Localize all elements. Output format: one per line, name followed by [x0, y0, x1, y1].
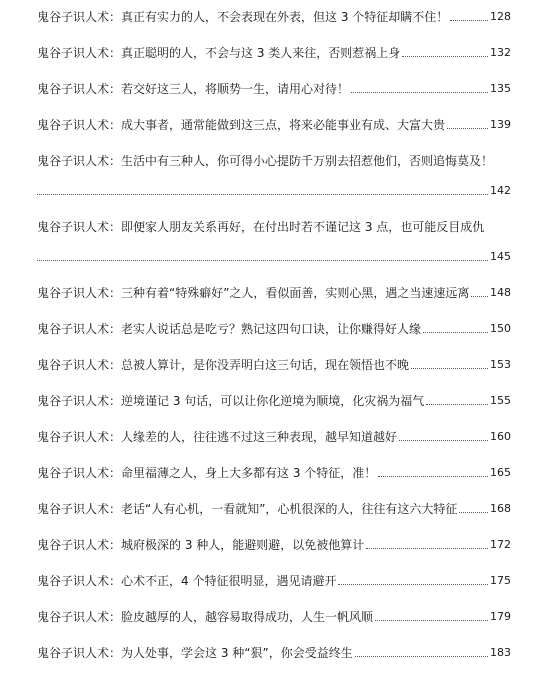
toc-entry-line — [37, 219, 511, 235]
toc-entry-title: 鬼谷子识人术：成大事者，通常能做到这三点，将来必能事业有成、大富大贵 — [37, 118, 446, 132]
toc-entry-page-number: 135 — [490, 82, 511, 95]
toc-entry[interactable] — [37, 537, 511, 553]
toc-entry-page-number: 165 — [490, 466, 511, 479]
toc-entry-line — [37, 117, 511, 133]
toc-entry[interactable] — [37, 9, 511, 25]
toc-entry[interactable] — [37, 285, 511, 301]
toc-entry-title: 鬼谷子识人术：命里福薄之人，身上大多都有这 3 个特征，准！ — [37, 466, 377, 480]
dot-leader — [338, 584, 488, 585]
toc-entry[interactable] — [37, 219, 511, 265]
toc-entry-continuation — [37, 249, 511, 265]
dot-leader — [351, 92, 488, 93]
toc-entry[interactable] — [37, 465, 511, 481]
toc-entry-title: 鬼谷子识人术：真正有实力的人，不会表现在外表，但这 3 个特征却瞒不住！ — [37, 10, 449, 24]
toc-entry[interactable] — [37, 501, 511, 517]
dot-leader — [366, 548, 488, 549]
dot-leader — [471, 296, 488, 297]
toc-entry[interactable] — [37, 153, 511, 199]
toc-entry[interactable] — [37, 573, 511, 589]
toc-entry-title: 鬼谷子识人术：为人处事，学会这 3 种“狠”，你会受益终生 — [37, 646, 353, 660]
dot-leader — [37, 194, 488, 195]
dot-leader — [402, 56, 488, 57]
dot-leader — [375, 620, 488, 621]
table-of-contents — [37, 9, 511, 681]
toc-entry-line — [37, 393, 511, 409]
toc-entry-title: 鬼谷子识人术：三种有着“特殊癖好”之人，看似面善，实则心黑，遇之当速速远离 — [37, 286, 470, 300]
toc-entry-continuation — [37, 183, 511, 199]
toc-entry[interactable] — [37, 81, 511, 97]
toc-entry-line — [37, 321, 511, 337]
dot-leader — [378, 476, 488, 477]
toc-entry-page-number: 145 — [490, 250, 511, 263]
toc-entry-page-number: 175 — [490, 574, 511, 587]
toc-entry-line — [37, 573, 511, 589]
toc-entry-page-number: 139 — [490, 118, 511, 131]
toc-entry-title: 鬼谷子识人术：老实人说话总是吃亏？熟记这四句口诀，让你赚得好人缘 — [37, 322, 422, 336]
toc-entry-title: 鬼谷子识人术：真正聪明的人，不会与这 3 类人来往，否则惹祸上身 — [37, 46, 401, 60]
toc-entry-line — [37, 357, 511, 373]
dot-leader — [426, 404, 488, 405]
dot-leader — [355, 656, 488, 657]
toc-entry-page-number: 128 — [490, 10, 511, 23]
toc-entry[interactable] — [37, 609, 511, 625]
dot-leader — [37, 260, 488, 261]
toc-entry-title: 鬼谷子识人术：心术不正，4 个特征很明显，遇见请避开 — [37, 574, 337, 588]
toc-entry-page-number: 142 — [490, 184, 511, 197]
toc-entry-line — [37, 609, 511, 625]
toc-entry-page-number: 155 — [490, 394, 511, 407]
toc-entry[interactable] — [37, 321, 511, 337]
toc-entry-title: 鬼谷子识人术：逆境谨记 3 句话，可以让你化逆境为顺境，化灾祸为福气 — [37, 394, 425, 408]
dot-leader — [411, 368, 488, 369]
dot-leader — [447, 128, 488, 129]
toc-entry-title: 鬼谷子识人术：生活中有三种人，你可得小心提防千万别去招惹他们，否则追悔莫及！ — [37, 154, 494, 168]
dot-leader — [399, 440, 488, 441]
toc-entry-title: 鬼谷子识人术：人缘差的人，往往逃不过这三种表现，越早知道越好 — [37, 430, 398, 444]
toc-entry-title: 鬼谷子识人术：城府极深的 3 种人，能避则避，以免被他算计 — [37, 538, 365, 552]
toc-entry-line — [37, 45, 511, 61]
toc-entry-page-number: 179 — [490, 610, 511, 623]
toc-entry-title: 鬼谷子识人术：若交好这三人，将顺势一生，请用心对待！ — [37, 82, 350, 96]
toc-entry[interactable] — [37, 393, 511, 409]
toc-entry-page-number: 150 — [490, 322, 511, 335]
toc-entry-page-number: 160 — [490, 430, 511, 443]
toc-entry-page-number: 172 — [490, 538, 511, 551]
toc-entry-page-number: 153 — [490, 358, 511, 371]
toc-entry[interactable] — [37, 45, 511, 61]
toc-entry-page-number: 168 — [490, 502, 511, 515]
toc-entry-line — [37, 9, 511, 25]
toc-entry-page-number: 132 — [490, 46, 511, 59]
dot-leader — [450, 20, 488, 21]
toc-entry-line — [37, 285, 511, 301]
toc-entry-line — [37, 501, 511, 517]
toc-entry-line — [37, 645, 511, 661]
dot-leader — [459, 512, 488, 513]
toc-entry-line — [37, 537, 511, 553]
toc-entry[interactable] — [37, 357, 511, 373]
toc-entry[interactable] — [37, 117, 511, 133]
toc-entry-line — [37, 153, 511, 169]
toc-entry-page-number: 183 — [490, 646, 511, 659]
toc-entry-line — [37, 465, 511, 481]
toc-entry-title: 鬼谷子识人术：老话“人有心机，一看就知”，心机很深的人，往往有这六大特征 — [37, 502, 458, 516]
toc-entry-title: 鬼谷子识人术：即便家人朋友关系再好，在付出时若不谨记这 3 点，也可能反目成仇 — [37, 220, 485, 234]
toc-entry[interactable] — [37, 645, 511, 661]
toc-entry-line — [37, 81, 511, 97]
toc-entry-line — [37, 429, 511, 445]
toc-entry-title: 鬼谷子识人术：脸皮越厚的人，越容易取得成功，人生一帆风顺 — [37, 610, 374, 624]
toc-entry-title: 鬼谷子识人术：总被人算计，是你没弄明白这三句话，现在领悟也不晚 — [37, 358, 410, 372]
toc-entry[interactable] — [37, 429, 511, 445]
dot-leader — [423, 332, 488, 333]
toc-entry-page-number: 148 — [490, 286, 511, 299]
